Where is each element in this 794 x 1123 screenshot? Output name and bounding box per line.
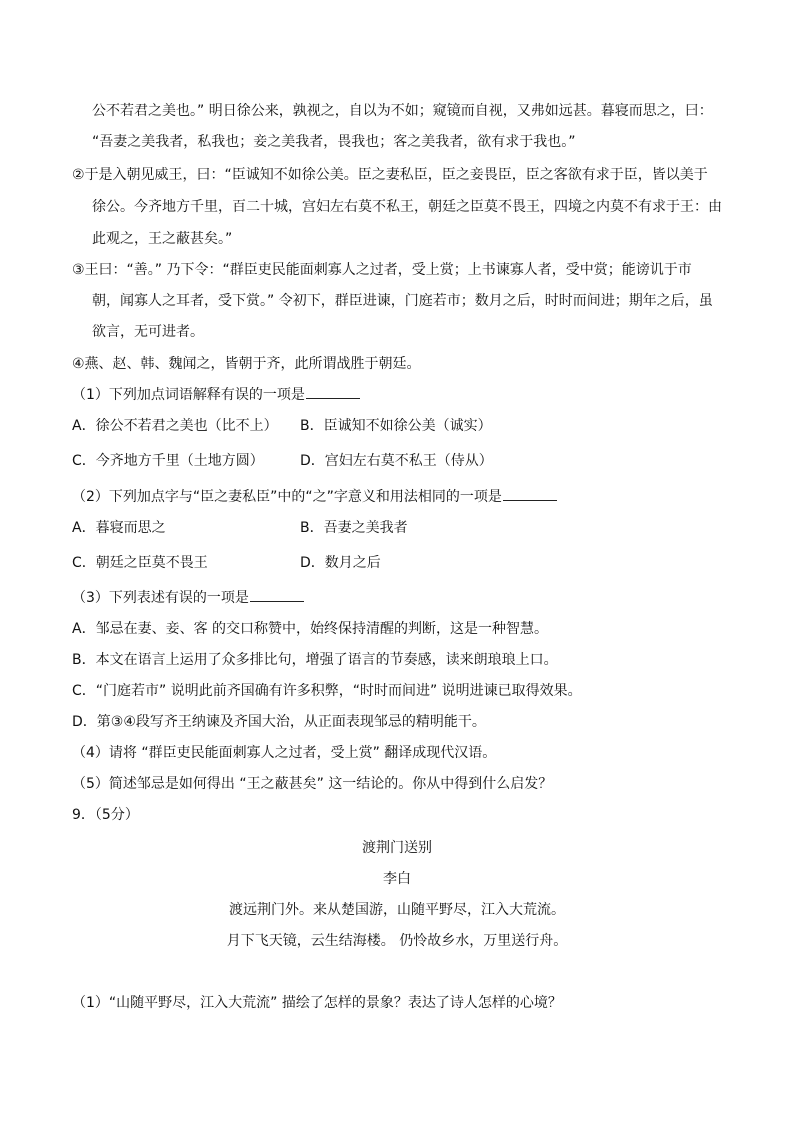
- q1-option-a: A．徐公不若君之美也（比不上）: [72, 418, 278, 434]
- q5-stem: （5）简述邹忌是如何得出 “王之蔽甚矣” 这一结论的。你从中得到什么启发？: [72, 776, 553, 792]
- q2-option-c: C．朝廷之臣莫不畏王: [72, 555, 208, 571]
- q2-option-d: D．数月之后: [300, 555, 381, 571]
- passage-para2-line3: 此观之，王之蔽甚矣。”: [92, 231, 233, 247]
- q1-option-b: B．臣诚知不如徐公美（诚实）: [300, 418, 492, 434]
- passage-para1-line2: “吾妻之美我者，私我也；妾之美我者，畏我也；客之美我者，欲有求于我也。”: [92, 134, 576, 150]
- q2-option-b: B．吾妻之美我者: [300, 520, 408, 536]
- poem-line-2: 月下飞天镜，云生结海楼。 仍怜故乡水，万里送行舟。: [226, 933, 568, 949]
- passage-para2-line1: ②于是入朝见威王，曰：“臣诚知不如徐公美。臣之妻私臣，臣之妾畏臣，臣之客欲有求于臣，皆以美于: [72, 167, 708, 183]
- q3-option-c: C．“门庭若市” 说明此前齐国确有许多积弊，“时时而间进” 说明进谏已取得效果。: [72, 683, 582, 699]
- q4-stem: （4）请将 “群臣吏民能面刺寡人之过者，受上赏” 翻译成现代汉语。: [72, 745, 497, 761]
- q3-option-a: A．邹忌在妻、妾、客 的交口称赞中，始终保持清醒的判断，这是一种智慧。: [72, 621, 549, 637]
- q3-option-b: B．本文在语言上运用了众多排比句，增强了语言的节奏感，读来朗琅琅上口。: [72, 652, 558, 668]
- q3-option-d: D．第③④段写齐王纳谏及齐国大治，从正面表现邹忌的精明能干。: [72, 714, 486, 730]
- q9-label: 9．（5分）: [72, 807, 139, 823]
- q2-answer-blank: [503, 486, 557, 501]
- passage-para3-line1: ③王曰：“善。” 乃下令：“群臣吏民能面刺寡人之过者，受上赏；上书谏寡人者，受中赏；能谤讥于市: [72, 262, 692, 278]
- passage-para4-line1: ④燕、赵、韩、魏闻之，皆朝于齐，此所谓战胜于朝廷。: [72, 356, 421, 372]
- poem-line-1: 渡远荆门外。来从楚国游，山随平野尽，江入大荒流。: [229, 902, 565, 918]
- q3-answer-blank: [250, 587, 304, 602]
- q3-stem-text: （3）下列表述有误的一项是: [72, 590, 249, 606]
- passage-para1-line1: 公不若君之美也。” 明日徐公来，孰视之，自以为不如；窥镜而自视，又弗如远甚。暮寝而思之，曰：: [92, 103, 713, 119]
- q1-option-c: C．今齐地方千里（土地方圆）: [72, 453, 264, 469]
- passage-para3-line3: 欲言，无可进者。: [92, 324, 204, 340]
- q1-option-d: D．宫妇左右莫不私王（侍从）: [300, 453, 493, 469]
- q2-stem-text: （2）下列加点字与“臣之妻私臣”中的“之”字意义和用法相同的一项是: [72, 489, 502, 505]
- passage-para3-line2: 朝，闻寡人之耳者，受下赏。” 令初下，群臣进谏，门庭若市；数月之后，时时而间进；期年之后，虽: [92, 293, 713, 309]
- poem-title: 渡荆门送别: [362, 840, 432, 856]
- passage-para2-line2: 徐公。今齐地方千里，百二十城，宫妇左右莫不私王，朝廷之臣莫不畏王，四境之内莫不有求于王：由: [92, 199, 722, 215]
- poem-author: 李白: [383, 871, 411, 887]
- q2-stem: [72, 486, 557, 507]
- q3-stem: [72, 587, 304, 608]
- q1-answer-blank: [306, 384, 360, 399]
- q9-sub1: （1）“山随平野尽，江入大荒流” 描绘了怎样的景象？表达了诗人怎样的心境？: [72, 995, 562, 1011]
- q1-stem-text: （1）下列加点词语解释有误的一项是: [72, 387, 305, 403]
- q1-stem: [72, 384, 360, 405]
- q2-option-a: A．暮寝而思之: [72, 520, 166, 536]
